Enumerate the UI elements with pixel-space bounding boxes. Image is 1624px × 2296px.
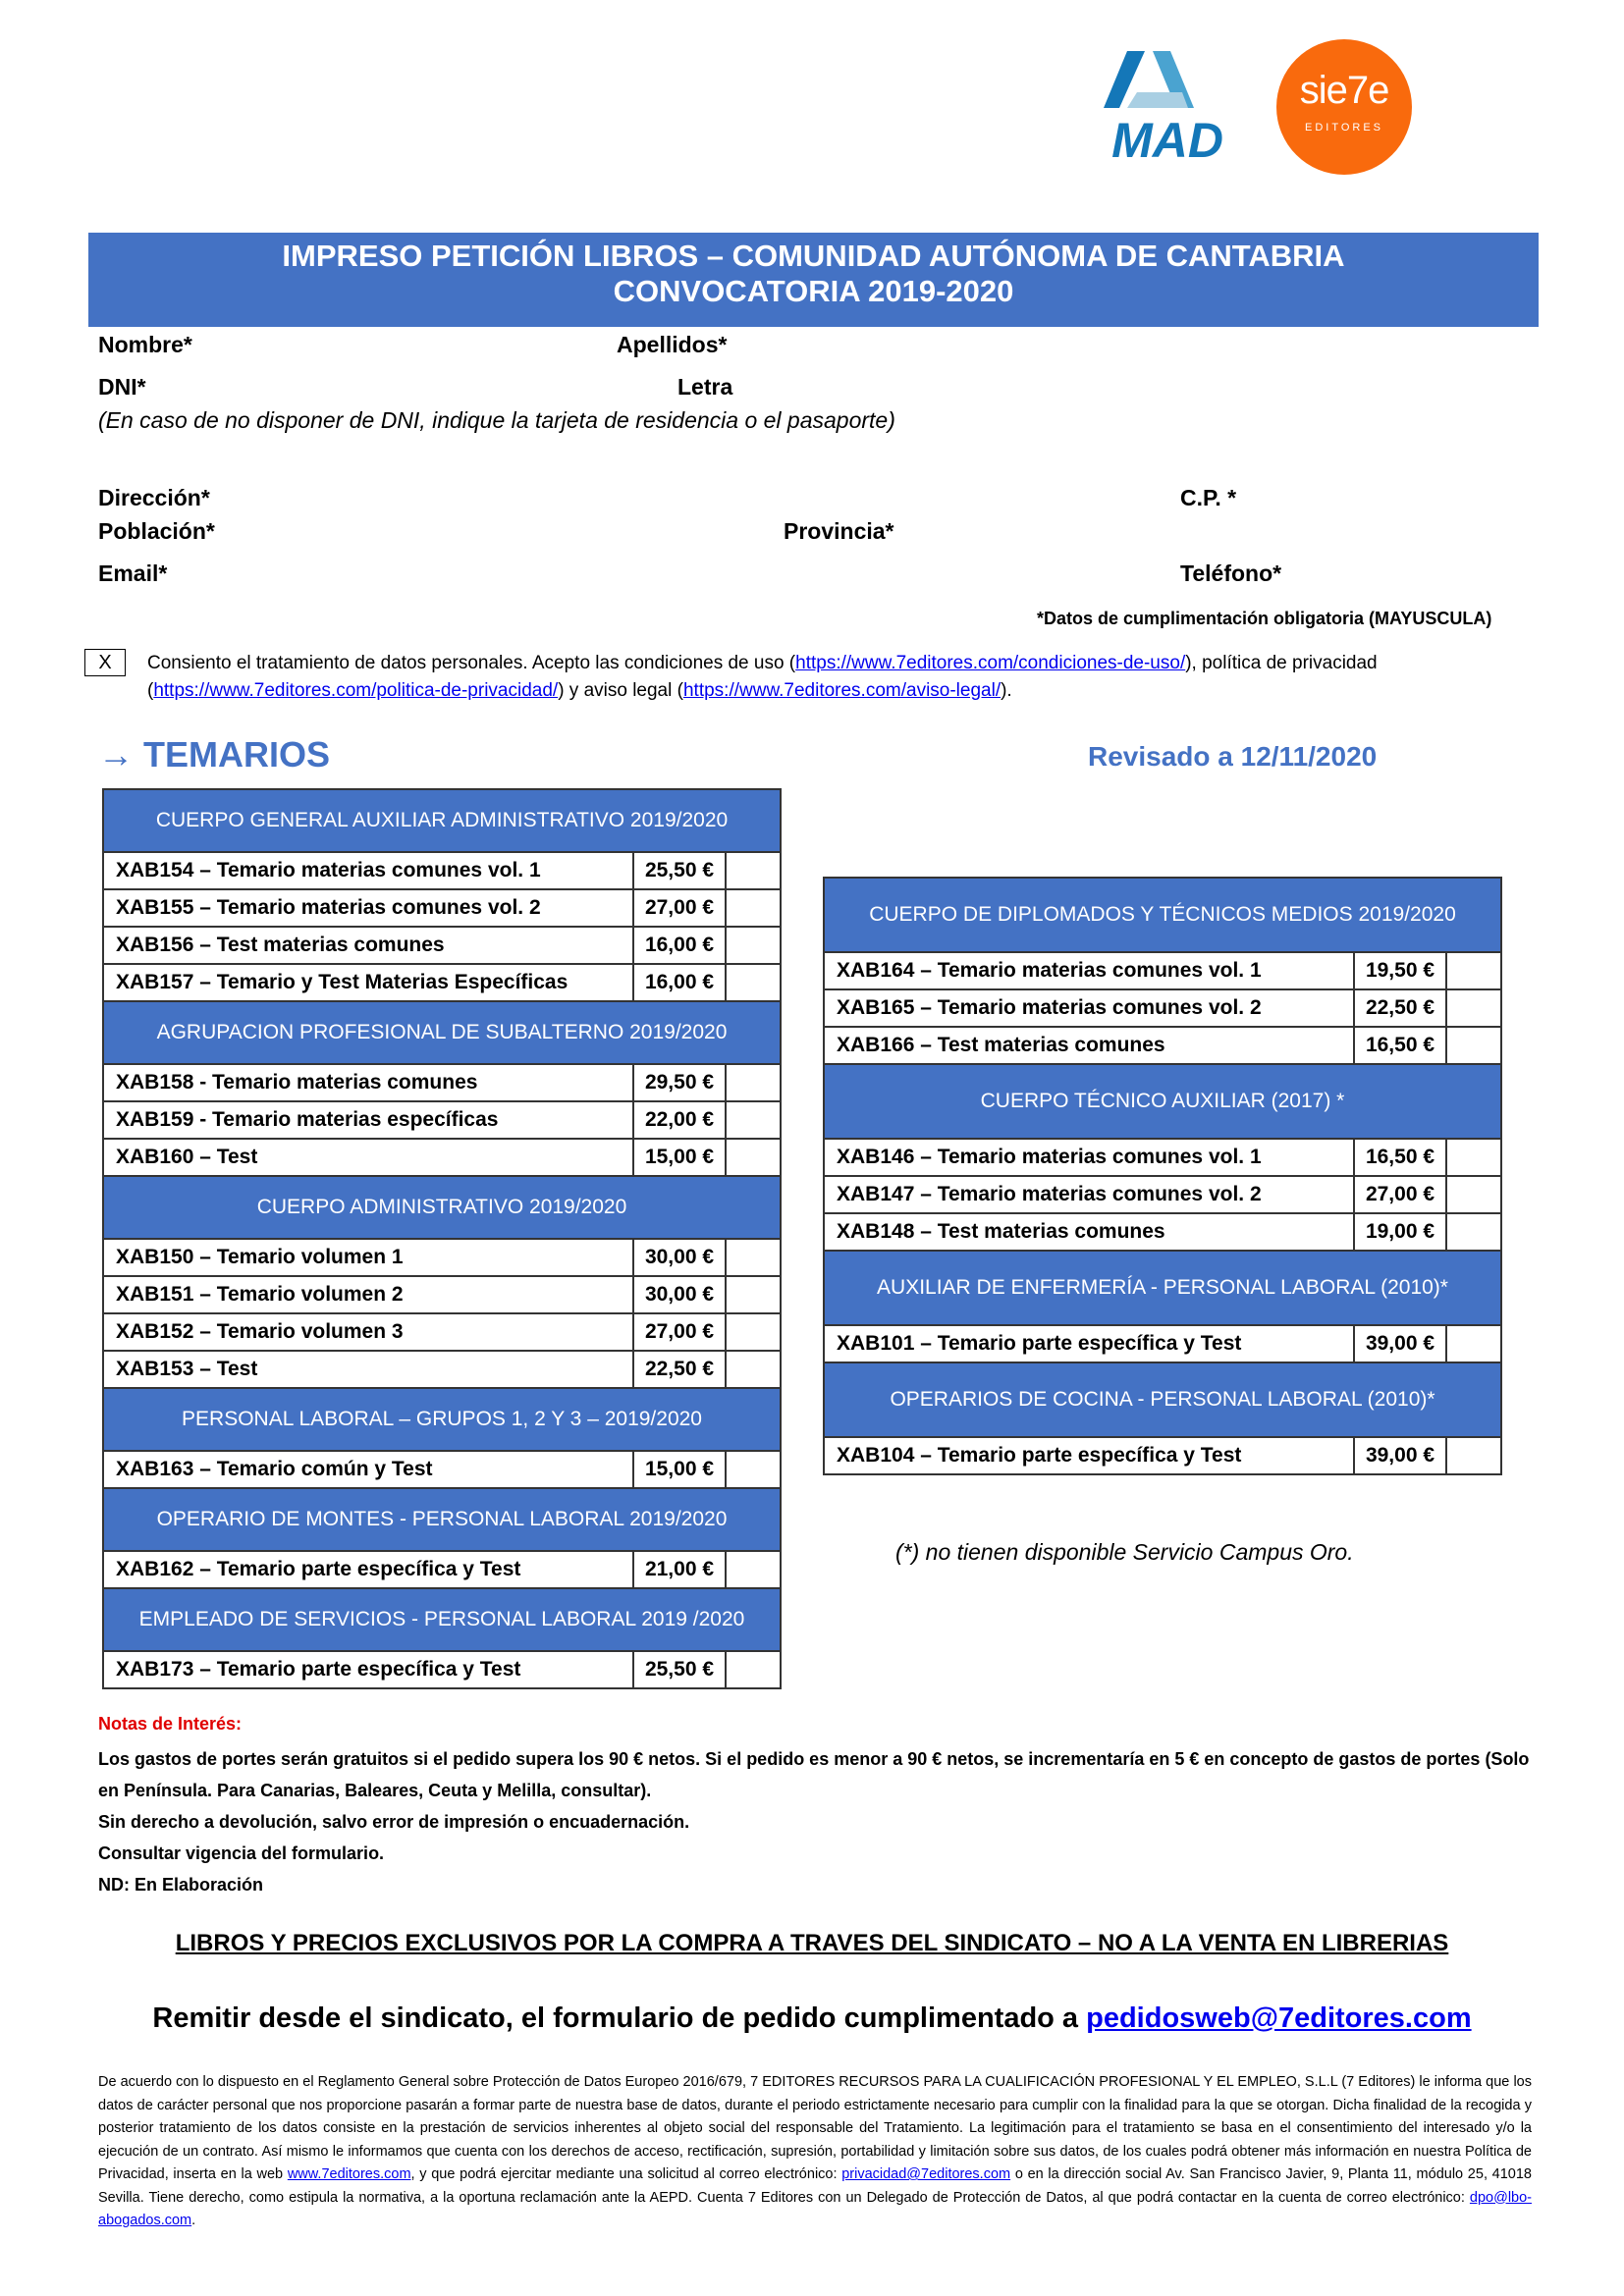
quantity-cell[interactable]	[726, 1064, 781, 1101]
section-title: OPERARIOS DE COCINA - PERSONAL LABORAL (2010)*	[824, 1362, 1501, 1437]
product-name: XAB164 – Temario materias comunes vol. 1	[824, 952, 1354, 989]
product-row	[824, 989, 1501, 1027]
website-link[interactable]: www.7editores.com	[287, 2166, 411, 2182]
quantity-cell[interactable]	[726, 1276, 781, 1313]
product-row	[103, 1239, 781, 1276]
dni-note: (En caso de no disponer de DNI, indique la tarjeta de residencia o el pasaporte)	[98, 407, 895, 433]
product-name: XAB162 – Temario parte específica y Test	[103, 1551, 633, 1588]
legal-text-part: .	[191, 2213, 196, 2228]
product-name: XAB151 – Temario volumen 2	[103, 1276, 633, 1313]
sie7e-logo-text: sie7e	[1299, 69, 1389, 112]
consent-checkbox[interactable]: X	[84, 649, 126, 676]
product-row	[103, 1064, 781, 1101]
section-title: OPERARIO DE MONTES - PERSONAL LABORAL 2019/2020	[103, 1488, 781, 1551]
product-price: 27,00 €	[1354, 1176, 1446, 1213]
privacy-legal-text	[98, 2071, 1532, 2233]
quantity-cell[interactable]	[726, 1313, 781, 1351]
campus-oro-note: (*) no tienen disponible Servicio Campus Oro.	[895, 1539, 1354, 1565]
notes-list	[98, 1743, 1532, 1900]
form-title: IMPRESO PETICIÓN LIBROS – COMUNIDAD AUTÓNOMA DE CANTABRIA	[282, 239, 1345, 273]
product-name: XAB152 – Temario volumen 3	[103, 1313, 633, 1351]
product-row	[824, 1176, 1501, 1213]
quantity-cell[interactable]	[1446, 989, 1501, 1027]
product-row	[103, 1651, 781, 1688]
privacy-link[interactable]: https://www.7editores.com/politica-de-privacidad/	[153, 680, 559, 701]
product-price: 22,50 €	[633, 1351, 726, 1388]
product-price: 15,00 €	[633, 1451, 726, 1488]
quantity-cell[interactable]	[1446, 1325, 1501, 1362]
provincia-label: Provincia*	[784, 518, 894, 544]
sie7e-logo-subtext: EDITORES	[1304, 122, 1384, 133]
legal-notice-link[interactable]: https://www.7editores.com/aviso-legal/	[682, 680, 1001, 701]
quantity-cell[interactable]	[726, 1551, 781, 1588]
product-row	[103, 964, 781, 1001]
apellidos-label: Apellidos*	[617, 332, 728, 357]
section-title: PERSONAL LABORAL – GRUPOS 1, 2 Y 3 – 2019/2020	[103, 1388, 781, 1451]
nombre-label: Nombre*	[98, 332, 192, 357]
sie7e-logo	[1276, 39, 1412, 175]
product-price: 25,50 €	[633, 1651, 726, 1688]
privacy-email-link[interactable]: privacidad@7editores.com	[841, 2166, 1011, 2182]
consent-text-part: ), política de privacidad (	[147, 653, 1378, 701]
product-name: XAB154 – Temario materias comunes vol. 1	[103, 852, 633, 889]
section-header-row	[103, 789, 781, 852]
product-price: 39,00 €	[1354, 1437, 1446, 1474]
product-price: 21,00 €	[633, 1551, 726, 1588]
product-price: 22,00 €	[633, 1101, 726, 1139]
product-name: XAB166 – Test materias comunes	[824, 1027, 1354, 1064]
temarios-heading	[98, 734, 330, 775]
quantity-cell[interactable]	[1446, 952, 1501, 989]
section-header-row	[103, 1176, 781, 1239]
poblacion-label: Población*	[98, 518, 215, 544]
product-price: 16,50 €	[1354, 1139, 1446, 1176]
quantity-cell[interactable]	[726, 964, 781, 1001]
note-item: Sin derecho a devolución, salvo error de impresión o encuadernación.	[98, 1812, 690, 1832]
product-name: XAB158 - Temario materias comunes	[103, 1064, 633, 1101]
product-name: XAB159 - Temario materias específicas	[103, 1101, 633, 1139]
product-name: XAB147 – Temario materias comunes vol. 2	[824, 1176, 1354, 1213]
product-row	[103, 1276, 781, 1313]
section-header-row	[103, 1001, 781, 1064]
note-item: Los gastos de portes serán gratuitos si el pedido supera los 90 € netos. Si el pedido es menor a 90 € netos, se incrementaría en 5 € en concepto de gastos de portes (Solo en Península. Para Canarias, Baleares, Ceuta y Melilla, consultar).	[98, 1749, 1530, 1800]
quantity-cell[interactable]	[1446, 1176, 1501, 1213]
product-row	[824, 1437, 1501, 1474]
product-row	[824, 1213, 1501, 1251]
product-row	[103, 1351, 781, 1388]
quantity-cell[interactable]	[726, 1101, 781, 1139]
temarios-title: TEMARIOS	[143, 734, 331, 774]
dpo-email-link[interactable]: dpo@lbo-abogados.com	[98, 2189, 1532, 2228]
product-name: XAB101 – Temario parte específica y Test	[824, 1325, 1354, 1362]
section-header-row	[824, 1362, 1501, 1437]
product-price: 16,00 €	[633, 927, 726, 964]
product-price: 29,50 €	[633, 1064, 726, 1101]
product-price: 27,00 €	[633, 1313, 726, 1351]
quantity-cell[interactable]	[726, 1239, 781, 1276]
product-row	[824, 1325, 1501, 1362]
quantity-cell[interactable]	[726, 1651, 781, 1688]
legal-text-part: De acuerdo con lo dispuesto en el Reglamento General sobre Protección de Datos Europeo 2016/679, 7 EDITORES RECURSOS PARA LA CUALIFICACIÓN PROFESIONAL Y EL EMPLEO, S.L.L (7 Editores) le informa que los datos de carácter personal que nos proporcione pasarán a formar parte de nuestra base de datos, durante el periodo estrictamente necesario para cumplir con la finalidad para la que se otorgan. Dicha finalidad de la recogida y posterior tratamiento de los datos consiste en la prestación de servicios inherentes al objeto social del responsable del Tratamiento. La legitimación para el tratamiento se basa en el consentimiento del interesado y/o la ejecución de un contrato. Así mismo le informamos que cuenta con los derechos de acceso, rectificación, supresión, portabilidad y limitación sobre sus datos, de los cuales podrá obtener más información en nuestra Política de Privacidad, inserta en la web	[98, 2074, 1532, 2182]
product-price: 30,00 €	[633, 1276, 726, 1313]
required-note: *Datos de cumplimentación obligatoria (MAYUSCULA)	[1037, 609, 1492, 628]
product-row	[824, 1139, 1501, 1176]
consent-text-part: ) y aviso legal (	[558, 680, 683, 701]
product-row	[103, 889, 781, 927]
section-header-row	[103, 1388, 781, 1451]
section-title: CUERPO GENERAL AUXILIAR ADMINISTRATIVO 2019/2020	[103, 789, 781, 852]
submit-instruction-text: Remitir desde el sindicato, el formulario de pedido cumplimentado a	[152, 2002, 1087, 2034]
product-row	[824, 952, 1501, 989]
email-label: Email*	[98, 561, 168, 586]
dni-label: DNI*	[98, 374, 146, 400]
section-header-row	[103, 1588, 781, 1651]
product-name: XAB146 – Temario materias comunes vol. 1	[824, 1139, 1354, 1176]
consent-text-part: Consiento el tratamiento de datos personales. Acepto las condiciones de uso (	[147, 653, 796, 673]
product-name: XAB153 – Test	[103, 1351, 633, 1388]
product-price: 15,00 €	[633, 1139, 726, 1176]
quantity-cell[interactable]	[1446, 1139, 1501, 1176]
exclusive-notice: LIBROS Y PRECIOS EXCLUSIVOS POR LA COMPRA A TRAVES DEL SINDICATO – NO A LA VENTA EN LIBRERIAS	[175, 1930, 1449, 1956]
submit-instruction	[0, 2002, 1624, 2035]
product-name: XAB173 – Temario parte específica y Test	[103, 1651, 633, 1688]
letra-label: Letra	[677, 374, 733, 400]
product-row	[103, 852, 781, 889]
direccion-label: Dirección*	[98, 485, 210, 510]
quantity-cell[interactable]	[726, 1351, 781, 1388]
quantity-cell[interactable]	[1446, 1437, 1501, 1474]
quantity-cell[interactable]	[726, 889, 781, 927]
catalog-table-right	[823, 877, 1502, 1475]
section-header-row	[824, 1064, 1501, 1139]
product-price: 16,50 €	[1354, 1027, 1446, 1064]
quantity-cell[interactable]	[726, 1139, 781, 1176]
consent-text	[147, 650, 1522, 705]
section-title: CUERPO ADMINISTRATIVO 2019/2020	[103, 1176, 781, 1239]
product-name: XAB165 – Temario materias comunes vol. 2	[824, 989, 1354, 1027]
arrow-right-icon: →	[98, 734, 134, 774]
note-item: ND: En Elaboración	[98, 1875, 264, 1895]
product-row	[103, 927, 781, 964]
product-price: 22,50 €	[1354, 989, 1446, 1027]
product-row	[103, 1313, 781, 1351]
mad-logo-text: MAD	[1111, 113, 1223, 165]
mad-logo	[1098, 47, 1237, 165]
product-price: 27,00 €	[633, 889, 726, 927]
section-title: AUXILIAR DE ENFERMERÍA - PERSONAL LABORAL (2010)*	[824, 1251, 1501, 1325]
product-price: 19,00 €	[1354, 1213, 1446, 1251]
quantity-cell[interactable]	[726, 927, 781, 964]
product-name: XAB155 – Temario materias comunes vol. 2	[103, 889, 633, 927]
note-item: Consultar vigencia del formulario.	[98, 1843, 385, 1863]
product-price: 16,00 €	[633, 964, 726, 1001]
product-price: 25,50 €	[633, 852, 726, 889]
product-row	[103, 1551, 781, 1588]
product-name: XAB104 – Temario parte específica y Test	[824, 1437, 1354, 1474]
product-row	[103, 1451, 781, 1488]
revision-date: Revisado a 12/11/2020	[1088, 741, 1378, 772]
quantity-cell[interactable]	[1446, 1213, 1501, 1251]
conditions-link[interactable]: https://www.7editores.com/condiciones-de-uso/	[795, 653, 1186, 673]
section-title: CUERPO TÉCNICO AUXILIAR (2017) *	[824, 1064, 1501, 1139]
catalog-table-left	[102, 788, 782, 1689]
section-title: AGRUPACION PROFESIONAL DE SUBALTERNO 2019/2020	[103, 1001, 781, 1064]
section-header-row	[824, 1251, 1501, 1325]
product-row	[824, 1027, 1501, 1064]
quantity-cell[interactable]	[1446, 1027, 1501, 1064]
form-subtitle: CONVOCATORIA 2019-2020	[613, 274, 1014, 308]
cp-label: C.P. *	[1180, 485, 1237, 510]
product-price: 39,00 €	[1354, 1325, 1446, 1362]
product-price: 30,00 €	[633, 1239, 726, 1276]
section-title: CUERPO DE DIPLOMADOS Y TÉCNICOS MEDIOS 2019/2020	[824, 878, 1501, 952]
quantity-cell[interactable]	[726, 1451, 781, 1488]
product-price: 19,50 €	[1354, 952, 1446, 989]
product-row	[103, 1101, 781, 1139]
product-name: XAB160 – Test	[103, 1139, 633, 1176]
product-row	[103, 1139, 781, 1176]
legal-text-part: , y que podrá ejercitar mediante una solicitud al correo electrónico:	[410, 2166, 842, 2182]
product-name: XAB156 – Test materias comunes	[103, 927, 633, 964]
product-name: XAB148 – Test materias comunes	[824, 1213, 1354, 1251]
section-title: EMPLEADO DE SERVICIOS - PERSONAL LABORAL 2019 /2020	[103, 1588, 781, 1651]
product-name: XAB163 – Temario común y Test	[103, 1451, 633, 1488]
product-name: XAB157 – Temario y Test Materias Específicas	[103, 964, 633, 1001]
consent-text-part: ).	[1001, 680, 1012, 701]
form-title-band	[88, 233, 1539, 327]
legal-text-part: o en la dirección social Av. San Francisco Javier, 9, Planta 11, módulo 25, 41018 Sevilla. Tiene derecho, como estipula la normativa, a la oportuna reclamación ante la AEPD. Cuenta 7 Editores con un Delegado de Protección de Datos, al que podrá contactar en la cuenta de correo electrónico:	[98, 2166, 1532, 2206]
product-name: XAB150 – Temario volumen 1	[103, 1239, 633, 1276]
quantity-cell[interactable]	[726, 852, 781, 889]
orders-email-link[interactable]: pedidosweb@7editores.com	[1086, 2002, 1472, 2034]
section-header-row	[824, 878, 1501, 952]
section-header-row	[103, 1488, 781, 1551]
telefono-label: Teléfono*	[1180, 561, 1282, 586]
notes-title: Notas de Interés:	[98, 1714, 243, 1734]
